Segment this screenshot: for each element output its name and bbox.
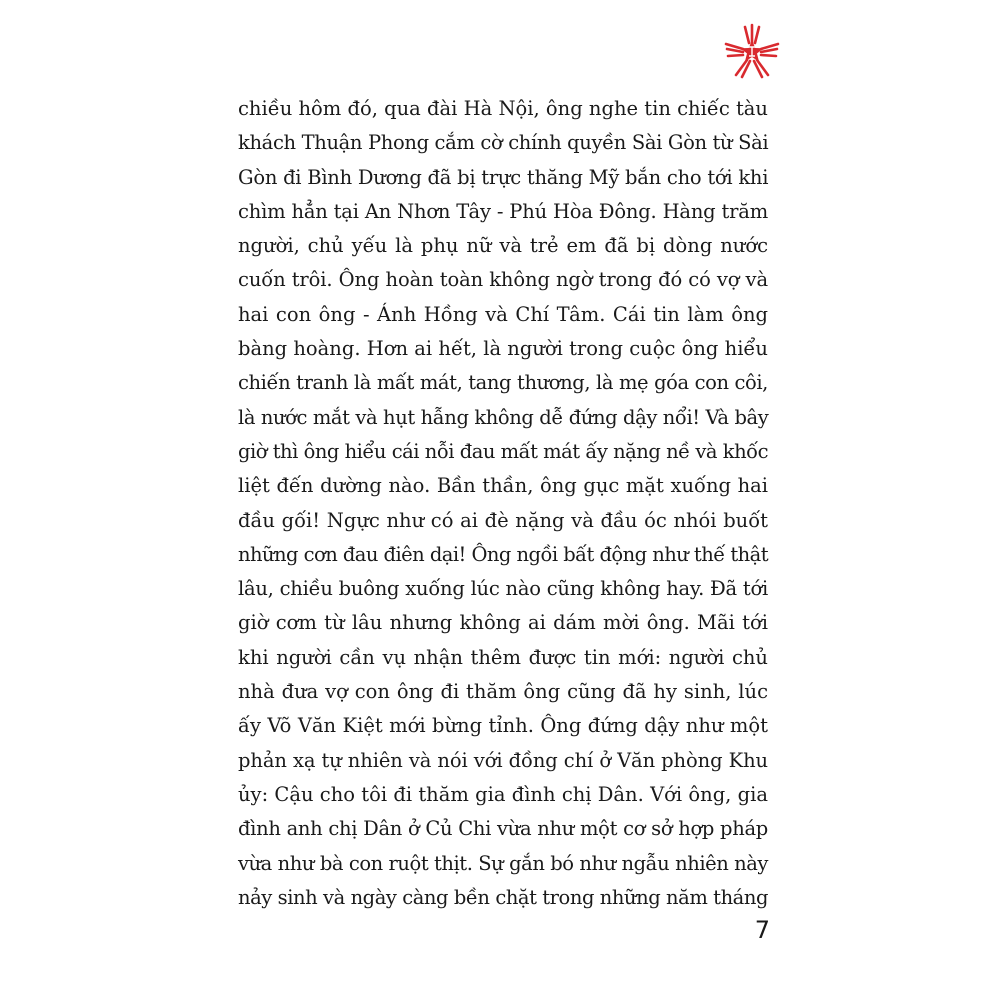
text-line: hai con ông - Ánh Hồng và Chí Tâm. Cái tin làm ông xyxy=(238,302,768,326)
text-line: đình anh chị Dân ở Củ Chi vừa như một cơ sở hợp pháp xyxy=(238,817,768,841)
page-number: 7 xyxy=(754,916,770,944)
star-publisher-logo-icon xyxy=(722,22,782,82)
text-line: người, chủ yếu là phụ nữ và trẻ em đã bị dòng nước xyxy=(238,234,768,258)
text-line: ủy: Cậu cho tôi đi thăm gia đình chị Dân. Với ông, gia xyxy=(238,782,768,806)
text-line: liệt đến dường nào. Bần thần, ông gục mặt xuống hai xyxy=(238,474,768,498)
text-line: bàng hoàng. Hơn ai hết, là người trong cuộc ông hiểu xyxy=(238,337,768,361)
text-line: lâu, chiều buông xuống lúc nào cũng không hay. Đã tới xyxy=(238,577,768,601)
text-line: chiến tranh là mất mát, tang thương, là mẹ góa con côi, xyxy=(238,371,768,395)
text-line: phản xạ tự nhiên và nói với đồng chí ở Văn phòng Khu xyxy=(238,748,768,772)
body-paragraph xyxy=(238,92,768,915)
text-line: chìm hẳn tại An Nhơn Tây - Phú Hòa Đông. Hàng trăm xyxy=(238,199,768,223)
text-line: vừa như bà con ruột thịt. Sự gắn bó như ngẫu nhiên này xyxy=(238,851,768,875)
text-line: khách Thuận Phong cắm cờ chính quyền Sài Gòn từ Sài xyxy=(238,131,769,155)
text-line: nhà đưa vợ con ông đi thăm ông cũng đã hy sinh, lúc xyxy=(238,680,768,704)
text-line: chiều hôm đó, qua đài Hà Nội, ông nghe tin chiếc tàu xyxy=(238,97,768,120)
text-line: giờ thì ông hiểu cái nỗi đau mất mát ấy nặng nề và khốc xyxy=(238,439,768,463)
text-line: giờ cơm từ lâu nhưng không ai dám mời ông. Mãi tới xyxy=(238,611,768,635)
text-line: nảy sinh và ngày càng bền chặt trong những năm tháng xyxy=(238,885,768,909)
text-line: Gòn đi Bình Dương đã bị trực thăng Mỹ bắn cho tới khi xyxy=(238,165,769,189)
text-line: cuốn trôi. Ông hoàn toàn không ngờ trong đó có vợ và xyxy=(238,268,768,292)
text-line: những cơn đau điên dại! Ông ngồi bất động như thế thật xyxy=(238,542,768,566)
text-line: đầu gối! Ngực như có ai đè nặng và đầu óc nhói buốt xyxy=(238,508,768,532)
text-line: là nước mắt và hụt hẫng không dễ đứng dậy nổi! Và bây xyxy=(238,405,769,429)
text-line: khi người cần vụ nhận thêm được tin mới: người chủ xyxy=(238,645,768,669)
text-line: ấy Võ Văn Kiệt mới bừng tỉnh. Ông đứng dậy như một xyxy=(238,714,768,738)
